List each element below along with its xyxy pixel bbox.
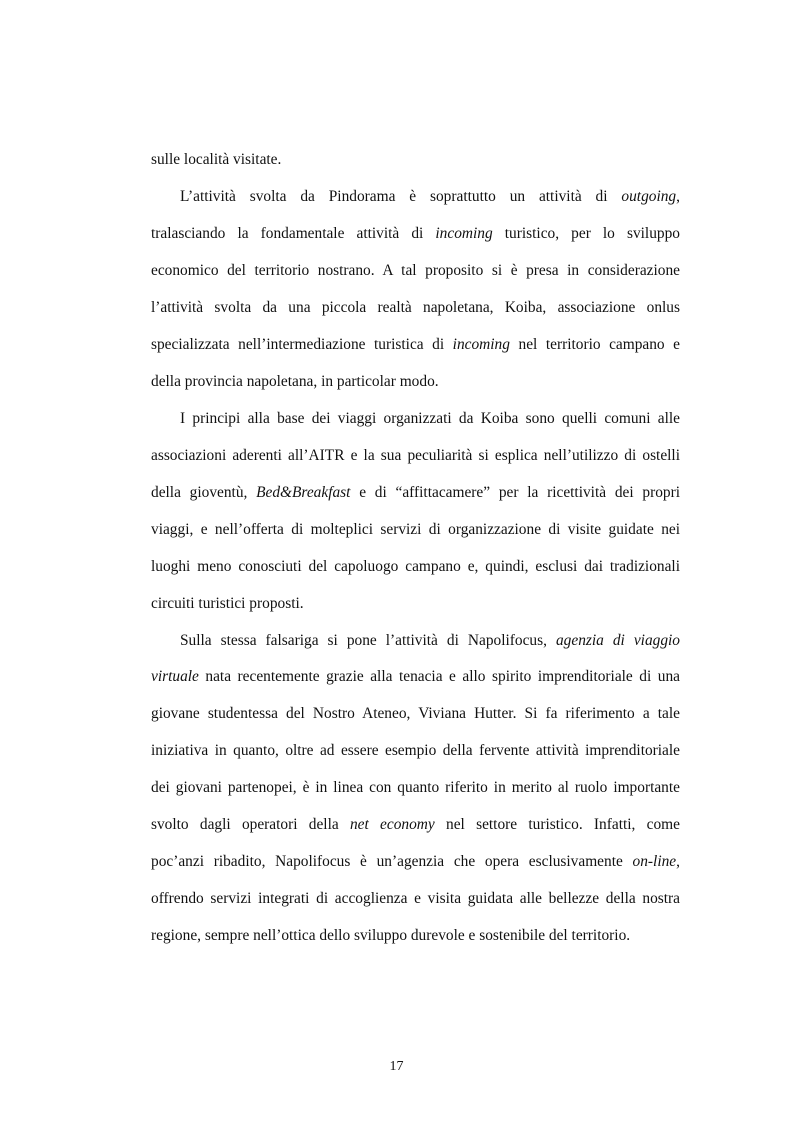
italic-term: virtuale bbox=[151, 668, 199, 685]
text-line: della gioventù, Bed&Breakfast e di “affittacamere” per la ricettività dei propri bbox=[151, 484, 680, 501]
text-line: poc’anzi ribadito, Napolifocus è un’agenzia che opera esclusivamente on-line, bbox=[151, 853, 680, 870]
italic-term: agenzia di viaggio bbox=[555, 632, 680, 649]
italic-term: on-line bbox=[632, 853, 677, 870]
text-line: economico del territorio nostrano. A tal proposito si è presa in considerazione bbox=[151, 262, 680, 279]
paragraph-start-line: L’attività svolta da Pindorama è soprattutto un attività di outgoing, bbox=[180, 188, 680, 205]
text-line: circuiti turistici proposti. bbox=[151, 595, 304, 612]
text-line: tralasciando la fondamentale attività di incoming turistico, per lo sviluppo bbox=[151, 225, 680, 242]
text-line: luoghi meno conosciuti del capoluogo campano e, quindi, esclusi dai tradizionali bbox=[151, 558, 680, 575]
italic-term: incoming bbox=[452, 336, 510, 353]
text-line: offrendo servizi integrati di accoglienza e visita guidata alle bellezze della nostra bbox=[151, 890, 680, 907]
text-line: l’attività svolta da una piccola realtà napoletana, Koiba, associazione onlus bbox=[151, 299, 680, 316]
italic-term: , Bed&Breakfast bbox=[243, 484, 351, 501]
paragraph-start-line: Sulla stessa falsariga si pone l’attività di Napolifocus, agenzia di viaggio bbox=[180, 632, 680, 649]
page-number: 17 bbox=[389, 1059, 404, 1074]
text-line: svolto dagli operatori della net economy nel settore turistico. Infatti, come bbox=[151, 816, 680, 833]
text-line: giovane studentessa del Nostro Ateneo, Viviana Hutter. Si fa riferimento a tale bbox=[151, 705, 680, 722]
paragraph-start-line: I principi alla base dei viaggi organizzati da Koiba sono quelli comuni alle bbox=[180, 410, 680, 427]
text-line: regione, sempre nell’ottica dello sviluppo durevole e sostenibile del territorio. bbox=[151, 927, 631, 944]
italic-term: outgoing bbox=[621, 188, 677, 205]
text-line: iniziativa in quanto, oltre ad essere esempio della fervente attività imprenditoriale bbox=[151, 742, 680, 759]
text-line: dei giovani partenopei, è in linea con quanto riferito in merito al ruolo importante bbox=[151, 779, 680, 796]
italic-term: incoming bbox=[435, 225, 493, 242]
text-line: specializzata nell’intermediazione turistica di incoming nel territorio campano e bbox=[151, 336, 681, 353]
italic-term: net economy bbox=[349, 816, 435, 833]
text-line: sulle località visitate. bbox=[151, 151, 282, 168]
text-line: virtuale nata recentemente grazie alla tenacia e allo spirito imprenditoriale di una bbox=[151, 668, 680, 685]
text-line: associazioni aderenti all’AITR e la sua peculiarità si esplica nell’utilizzo di ostelli bbox=[151, 447, 680, 464]
text-line: viaggi, e nell’offerta di molteplici servizi di organizzazione di visite guidate nei bbox=[151, 521, 680, 538]
text-line: della provincia napoletana, in particolar modo. bbox=[151, 373, 439, 390]
